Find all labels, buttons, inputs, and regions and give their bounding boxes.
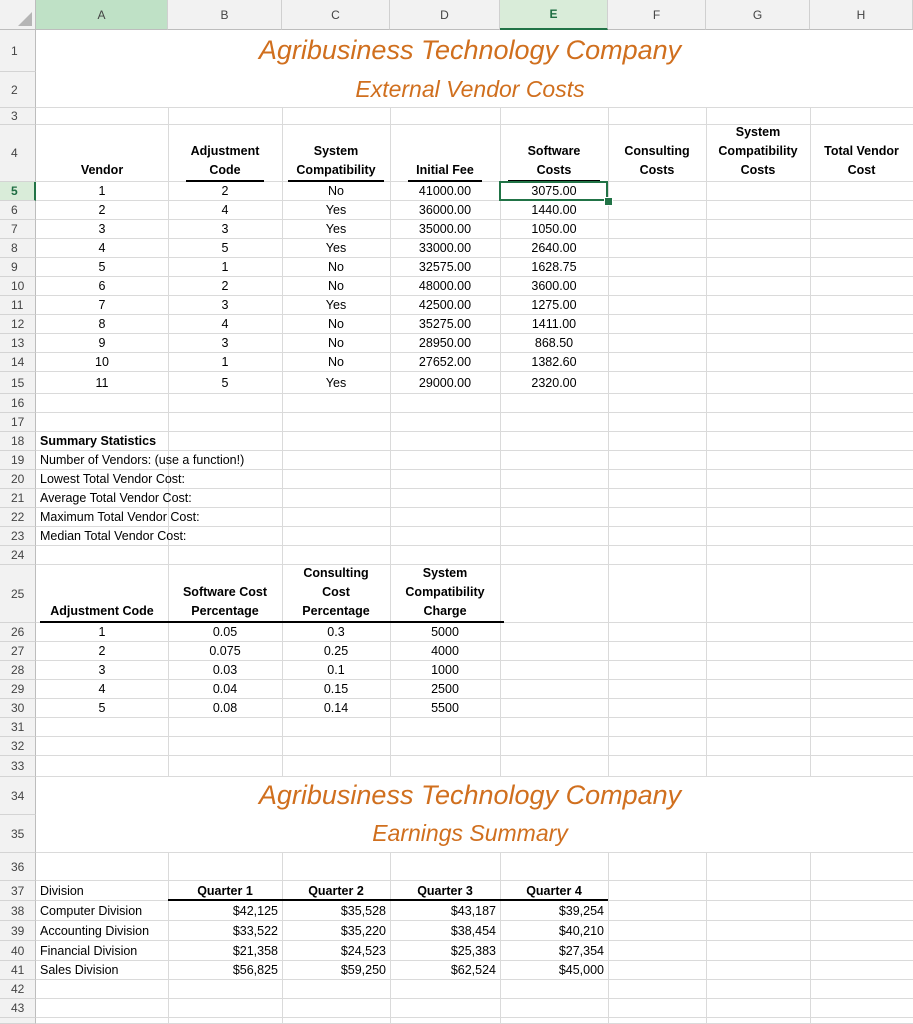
vendor-adjustment-code[interactable]: 1 [221, 260, 229, 274]
adj-system-charge[interactable]: 5000 [431, 625, 459, 639]
vendor-number[interactable]: 3 [98, 222, 106, 236]
vendor-initial-fee[interactable]: 35000.00 [418, 222, 472, 236]
vendor-number[interactable]: 1 [98, 184, 106, 198]
row-header-24[interactable]: 24 [0, 546, 36, 565]
title-external-vendor-costs: External Vendor Costs [355, 76, 585, 102]
header-line: Software Cost [182, 585, 268, 599]
header-line: Total Vendor [824, 144, 899, 158]
vendor-initial-fee[interactable]: 35275.00 [418, 317, 472, 331]
row-gridline [36, 852, 913, 853]
title-company: Agribusiness Technology Company [258, 35, 682, 65]
header-line: Adjustment Code [50, 604, 154, 618]
earnings-value[interactable]: $35,528 [340, 903, 386, 918]
row-header-6[interactable]: 6 [0, 201, 36, 220]
summary-item[interactable]: Maximum Total Vendor Cost: [40, 510, 200, 524]
vendor-software-cost[interactable]: 2320.00 [531, 375, 577, 390]
adj-code[interactable]: 3 [98, 663, 106, 677]
row-gridline [36, 998, 913, 999]
summary-item[interactable]: Number of Vendors: (use a function!) [40, 453, 245, 467]
earnings-header-quarter-4[interactable]: Quarter 4 [526, 883, 582, 898]
header-system-compatibility[interactable] [282, 125, 390, 181]
header-line: Percentage [302, 604, 370, 618]
row-header-33[interactable]: 33 [0, 756, 36, 777]
adj-system-charge[interactable]: 1000 [431, 663, 459, 677]
row-header-19[interactable]: 19 [0, 451, 36, 470]
row-header-17[interactable]: 17 [0, 413, 36, 432]
fill-handle[interactable] [604, 197, 613, 206]
row-header-8[interactable]: 8 [0, 239, 36, 258]
adj-code[interactable]: 4 [98, 682, 106, 696]
vendor-initial-fee[interactable]: 29000.00 [418, 375, 472, 390]
row-header-32[interactable]: 32 [0, 737, 36, 756]
row-header-13[interactable]: 13 [0, 334, 36, 353]
adj-software-pct[interactable]: 0.08 [212, 701, 238, 715]
adj-system-charge[interactable]: 4000 [431, 644, 459, 658]
vendor-initial-fee[interactable]: 36000.00 [418, 203, 472, 217]
row-header-1[interactable]: 1 [0, 30, 36, 72]
vendor-adjustment-code[interactable]: 2 [221, 184, 229, 198]
row-gridline [36, 736, 913, 737]
vendor-initial-fee[interactable]: 33000.00 [418, 241, 472, 255]
earnings-value[interactable]: $59,250 [340, 963, 386, 977]
title-company-2: Agribusiness Technology Company [258, 780, 682, 810]
active-cell-selection[interactable] [499, 181, 608, 201]
earnings-header-quarter-3[interactable]: Quarter 3 [417, 883, 473, 898]
header-line: Software [527, 144, 581, 158]
vendor-initial-fee[interactable]: 32575.00 [418, 260, 472, 274]
earnings-division[interactable]: Computer Division [40, 903, 143, 918]
vendor-system-compatibility[interactable]: No [328, 355, 344, 369]
summary-item[interactable]: Median Total Vendor Cost: [40, 529, 187, 543]
header-line: Charge [423, 604, 467, 618]
vendor-system-compatibility[interactable]: No [328, 317, 344, 331]
vendor-software-cost[interactable]: 1275.00 [531, 298, 577, 312]
adj-software-pct[interactable]: 0.05 [212, 625, 238, 639]
vendor-initial-fee[interactable]: 27652.00 [418, 355, 472, 369]
vendor-system-compatibility[interactable]: Yes [325, 222, 347, 236]
earnings-value[interactable]: $39,254 [558, 903, 604, 918]
row-header-28[interactable]: 28 [0, 661, 36, 680]
header-total-vendor-cost[interactable] [810, 125, 913, 181]
adj-consulting-pct[interactable]: 0.14 [323, 701, 349, 715]
vendor-software-cost[interactable]: 1440.00 [531, 203, 577, 217]
vendor-number[interactable]: 9 [98, 336, 106, 350]
vendor-system-compatibility[interactable]: No [328, 184, 344, 198]
earnings-value[interactable]: $56,825 [232, 963, 278, 977]
adj-consulting-pct[interactable]: 0.15 [323, 682, 349, 696]
vendor-software-cost[interactable]: 1628.75 [531, 260, 577, 274]
header-line: Cost [847, 163, 876, 177]
row-header-partial[interactable] [0, 1018, 36, 1024]
summary-item[interactable]: Lowest Total Vendor Cost: [40, 472, 185, 486]
adj-header-software-pct[interactable] [168, 565, 282, 622]
adj-system-charge[interactable]: 2500 [431, 682, 459, 696]
corner-triangle-icon [18, 12, 32, 26]
vendor-initial-fee[interactable]: 41000.00 [418, 184, 472, 198]
row-header-20[interactable]: 20 [0, 470, 36, 489]
row-header-2[interactable]: 2 [0, 72, 36, 108]
header-line: Costs [639, 163, 675, 177]
earnings-division[interactable]: Financial Division [40, 943, 138, 958]
column-header-G[interactable]: G [706, 0, 810, 30]
earnings-value[interactable]: $62,524 [450, 963, 496, 977]
vendor-system-compatibility[interactable]: Yes [325, 241, 347, 255]
row-header-3[interactable]: 3 [0, 108, 36, 125]
earnings-header-quarter-1[interactable]: Quarter 1 [197, 883, 253, 898]
header-line: Percentage [191, 604, 259, 618]
vendor-adjustment-code[interactable]: 4 [221, 317, 229, 331]
row-header-15[interactable]: 15 [0, 372, 36, 394]
earnings-value[interactable]: $45,000 [558, 963, 604, 977]
header-line: Consulting [624, 144, 690, 158]
adj-consulting-pct[interactable]: 0.3 [327, 625, 345, 639]
vendor-adjustment-code[interactable]: 5 [221, 375, 229, 390]
earnings-value[interactable]: $24,523 [340, 943, 386, 958]
select-all-corner[interactable] [0, 0, 36, 30]
row-header-25[interactable]: 25 [0, 565, 36, 623]
header-line: Compatibility [718, 144, 798, 158]
vendor-software-cost[interactable]: 868.50 [534, 336, 574, 350]
adj-consulting-pct[interactable]: 0.1 [327, 663, 345, 677]
row-header-22[interactable]: 22 [0, 508, 36, 527]
header-line: Initial Fee [416, 163, 474, 177]
vendor-number[interactable]: 8 [98, 317, 106, 331]
row-header-39[interactable]: 39 [0, 921, 36, 941]
header-line: Consulting [303, 566, 369, 580]
vendor-software-cost[interactable]: 1050.00 [531, 222, 577, 236]
summary-title[interactable]: Summary Statistics [40, 434, 157, 448]
earnings-header-quarter-2[interactable]: Quarter 2 [308, 883, 364, 898]
row-header-41[interactable]: 41 [0, 961, 36, 980]
row-header-4[interactable]: 4 [0, 125, 36, 182]
vendor-adjustment-code[interactable]: 1 [221, 355, 229, 369]
earnings-value[interactable]: $35,220 [340, 923, 386, 938]
vendor-system-compatibility[interactable]: Yes [325, 298, 347, 312]
earnings-header-division[interactable]: Division [40, 883, 84, 898]
adj-header-system-charge[interactable] [390, 565, 500, 622]
vendor-adjustment-code[interactable]: 2 [221, 279, 229, 293]
adj-header-consulting-pct[interactable] [282, 565, 390, 622]
row-header-11[interactable]: 11 [0, 296, 36, 315]
row-gridline [36, 545, 913, 546]
adj-software-pct[interactable]: 0.04 [212, 682, 238, 696]
summary-item[interactable]: Average Total Vendor Cost: [40, 491, 192, 505]
row-gridline [36, 717, 913, 718]
header-line: Cost [322, 585, 350, 599]
earnings-value[interactable]: $27,354 [558, 943, 604, 958]
row-gridline [36, 979, 913, 980]
adj-software-pct[interactable]: 0.075 [209, 644, 241, 658]
row-header-7[interactable]: 7 [0, 220, 36, 239]
row-gridline [36, 107, 913, 108]
earnings-value[interactable]: $38,454 [450, 923, 496, 938]
header-line: Costs [740, 163, 776, 177]
column-header-B[interactable]: B [168, 0, 282, 30]
row-header-37[interactable]: 37 [0, 881, 36, 901]
adj-code[interactable]: 1 [98, 625, 106, 639]
row-header-30[interactable]: 30 [0, 699, 36, 718]
row-header-43[interactable]: 43 [0, 999, 36, 1018]
header-initial-fee[interactable] [390, 125, 500, 181]
title-earnings-summary: Earnings Summary [372, 820, 568, 846]
row-header-5[interactable]: 5 [0, 182, 36, 201]
vendor-initial-fee[interactable]: 28950.00 [418, 336, 472, 350]
row-header-31[interactable]: 31 [0, 718, 36, 737]
vendor-system-compatibility[interactable]: Yes [325, 203, 347, 217]
adj-code[interactable]: 5 [98, 701, 106, 715]
earnings-value[interactable]: $43,187 [450, 903, 496, 918]
vendor-adjustment-code[interactable]: 4 [221, 203, 229, 217]
row-header-35[interactable]: 35 [0, 815, 36, 853]
vendor-adjustment-code[interactable]: 3 [221, 336, 229, 350]
vendor-adjustment-code[interactable]: 5 [221, 241, 229, 255]
vendor-system-compatibility[interactable]: No [328, 260, 344, 274]
row-header-42[interactable]: 42 [0, 980, 36, 999]
earnings-value[interactable]: $33,522 [232, 923, 278, 938]
header-line: Vendor [80, 163, 124, 177]
column-header-E[interactable]: E [500, 0, 608, 30]
header-line: Code [209, 163, 241, 177]
column-header-F[interactable]: F [608, 0, 706, 30]
earnings-value[interactable]: $21,358 [232, 943, 278, 958]
adj-consulting-pct[interactable]: 0.25 [323, 644, 349, 658]
header-line: Compatibility [296, 163, 376, 177]
header-system-compatibility-costs[interactable] [706, 125, 810, 181]
adj-system-charge[interactable]: 5500 [431, 701, 459, 715]
header-vendor[interactable] [36, 125, 168, 181]
vendor-initial-fee[interactable]: 42500.00 [418, 298, 472, 312]
vendor-number[interactable]: 2 [98, 203, 106, 217]
vendor-system-compatibility[interactable]: No [328, 279, 344, 293]
header-software-costs[interactable] [500, 125, 608, 181]
header-line: System [313, 144, 359, 158]
header-line: System [735, 125, 781, 139]
row-gridline [36, 755, 913, 756]
earnings-value[interactable]: $40,210 [558, 923, 604, 938]
header-line: Adjustment [190, 144, 260, 158]
vendor-number[interactable]: 10 [95, 355, 109, 369]
vendor-number[interactable]: 11 [95, 375, 109, 390]
row-gridline [36, 393, 913, 394]
earnings-division[interactable]: Sales Division [40, 963, 119, 977]
row-header-18[interactable]: 18 [0, 432, 36, 451]
vendor-software-cost[interactable]: 3075.00 [531, 184, 577, 198]
vendor-adjustment-code[interactable]: 3 [221, 222, 229, 236]
vendor-initial-fee[interactable]: 48000.00 [418, 279, 472, 293]
row-header-26[interactable]: 26 [0, 623, 36, 642]
earnings-division[interactable]: Accounting Division [40, 923, 150, 938]
vendor-software-cost[interactable]: 1411.00 [531, 317, 577, 331]
row-header-10[interactable]: 10 [0, 277, 36, 296]
vendor-system-compatibility[interactable]: Yes [325, 375, 347, 390]
earnings-value[interactable]: $42,125 [232, 903, 278, 918]
header-line: Compatibility [405, 585, 485, 599]
row-header-12[interactable]: 12 [0, 315, 36, 334]
column-header-D[interactable]: D [390, 0, 500, 30]
row-header-16[interactable]: 16 [0, 394, 36, 413]
row-header-27[interactable]: 27 [0, 642, 36, 661]
earnings-value[interactable]: $25,383 [450, 943, 496, 958]
row-header-36[interactable]: 36 [0, 853, 36, 881]
row-header-40[interactable]: 40 [0, 941, 36, 961]
header-consulting-costs[interactable] [608, 125, 706, 181]
vendor-software-cost[interactable]: 2640.00 [531, 241, 577, 255]
vendor-number[interactable]: 7 [98, 298, 106, 312]
adj-code[interactable]: 2 [98, 644, 106, 658]
row-header-29[interactable]: 29 [0, 680, 36, 699]
header-line: Costs [536, 163, 572, 177]
column-header-C[interactable]: C [282, 0, 390, 30]
adj-software-pct[interactable]: 0.03 [212, 663, 238, 677]
vendor-adjustment-code[interactable]: 3 [221, 298, 229, 312]
header-line: System [422, 566, 468, 580]
column-header-H[interactable]: H [810, 0, 913, 30]
row-header-21[interactable]: 21 [0, 489, 36, 508]
row-header-14[interactable]: 14 [0, 353, 36, 372]
adj-header-code[interactable] [36, 565, 168, 622]
row-header-38[interactable]: 38 [0, 901, 36, 921]
column-header-A[interactable]: A [36, 0, 168, 30]
row-header-23[interactable]: 23 [0, 527, 36, 546]
vendor-software-cost[interactable]: 1382.60 [531, 355, 577, 369]
vendor-number[interactable]: 5 [98, 260, 106, 274]
row-header-9[interactable]: 9 [0, 258, 36, 277]
row-gridline [36, 412, 913, 413]
vendor-system-compatibility[interactable]: No [328, 336, 344, 350]
vendor-software-cost[interactable]: 3600.00 [531, 279, 577, 293]
vendor-number[interactable]: 6 [98, 279, 106, 293]
row-header-34[interactable]: 34 [0, 777, 36, 815]
header-adjustment-code[interactable] [168, 125, 282, 181]
vendor-number[interactable]: 4 [98, 241, 106, 255]
row-gridline [36, 1017, 913, 1018]
